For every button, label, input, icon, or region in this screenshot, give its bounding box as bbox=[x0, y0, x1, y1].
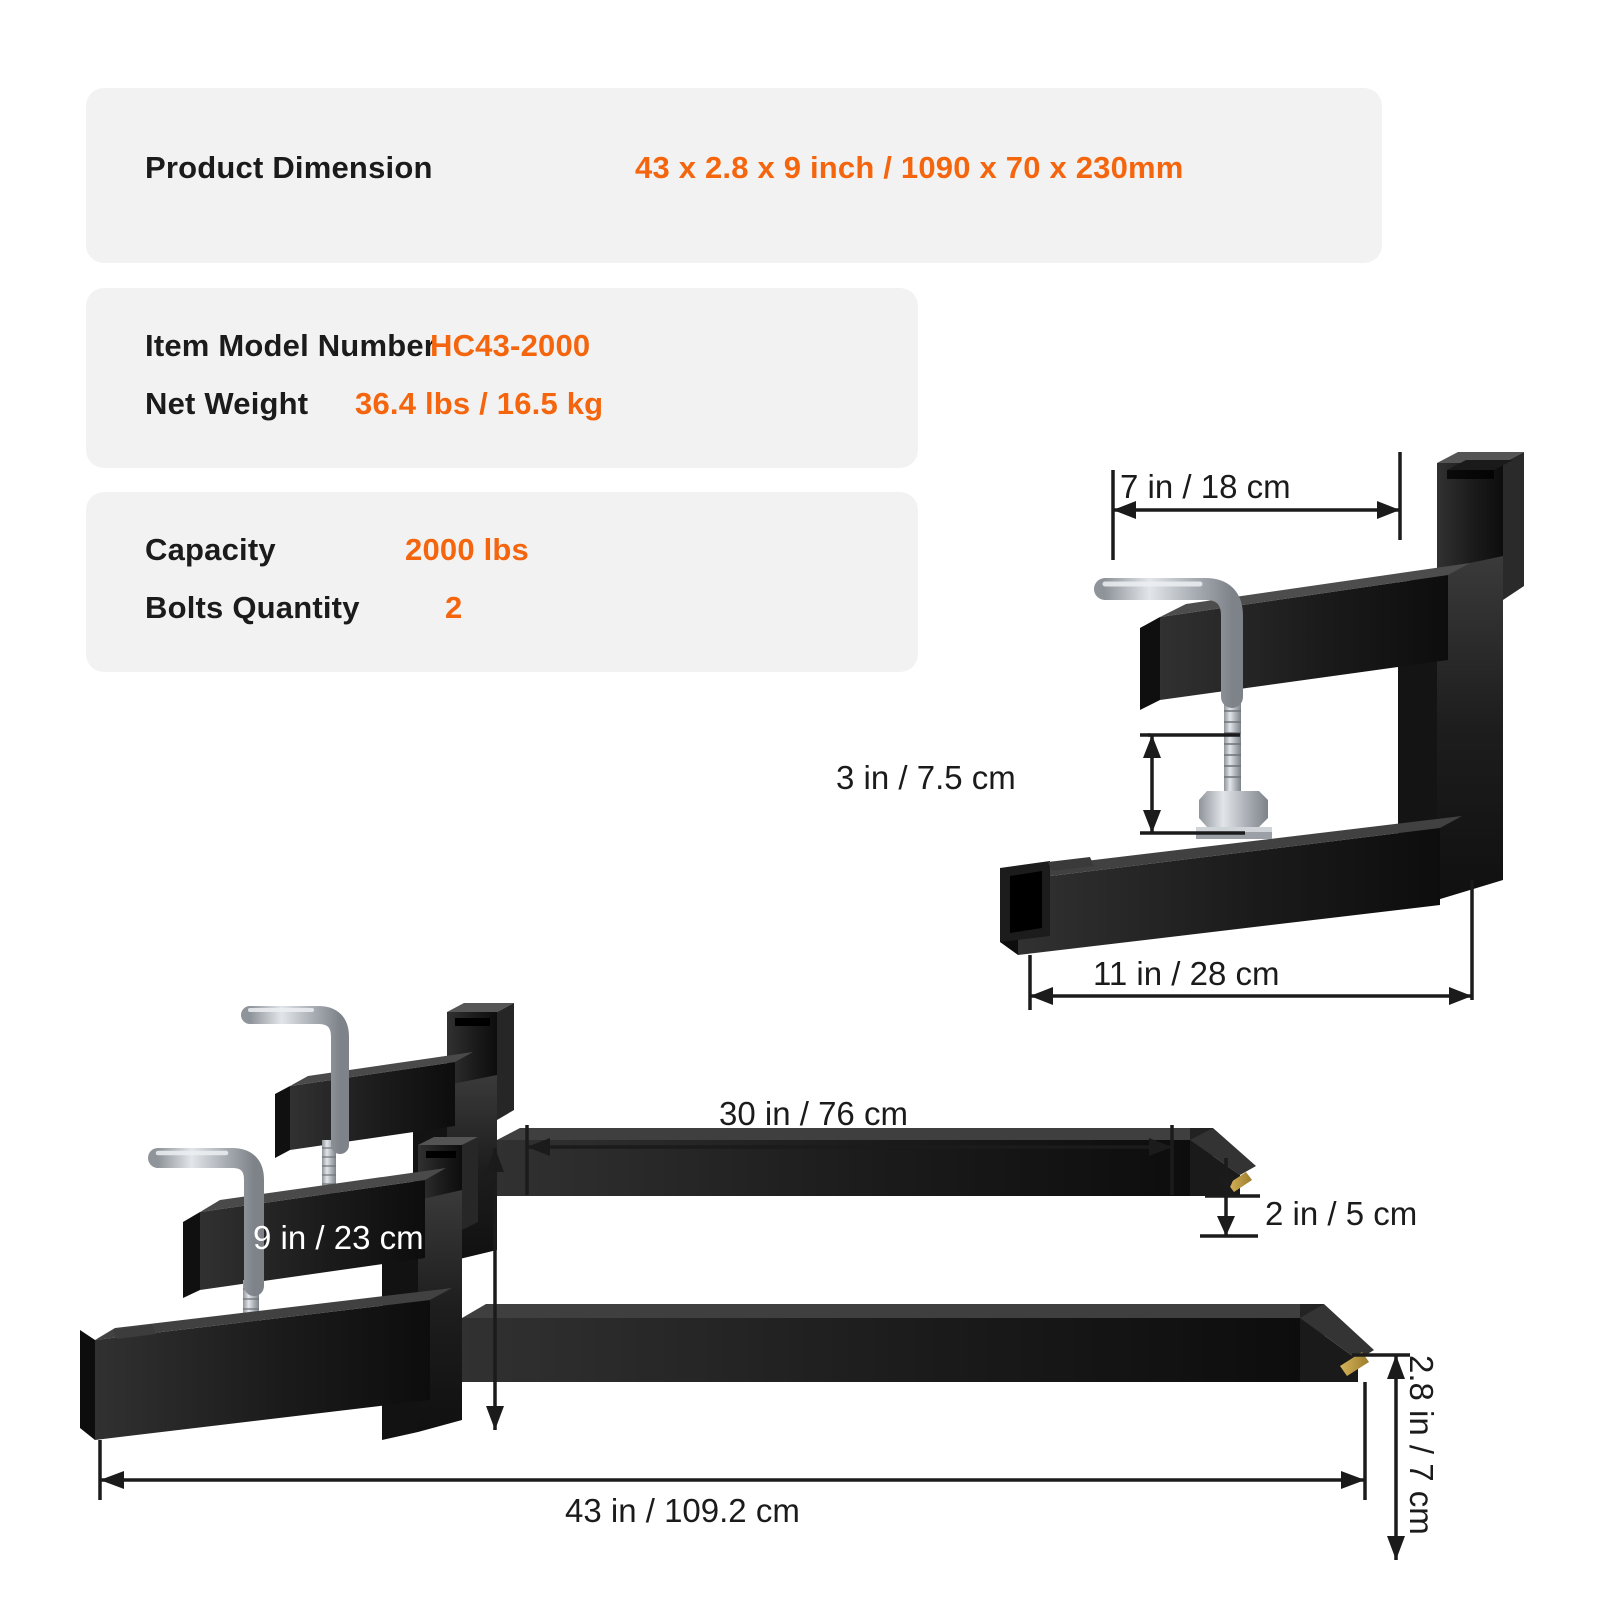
spec-label-net-weight: Net Weight bbox=[145, 386, 309, 421]
dimension-label-back-height: 9 in / 23 cm bbox=[253, 1219, 424, 1256]
spec-value-product-dimension: 43 x 2.8 x 9 inch / 1090 x 70 x 230mm bbox=[635, 150, 1184, 185]
dimension-label-sleeve-length: 11 in / 28 cm bbox=[1093, 955, 1280, 992]
spec-value-bolts-quantity: 2 bbox=[445, 590, 463, 625]
dimension-label-fork-thickness: 2 in / 5 cm bbox=[1265, 1195, 1418, 1232]
dimension-label-fork-length: 30 in / 76 cm bbox=[719, 1095, 908, 1132]
bracket-top-view bbox=[1000, 452, 1524, 955]
spec-label-bolts-quantity: Bolts Quantity bbox=[145, 590, 360, 625]
spec-value-item-model-number: HC43-2000 bbox=[430, 328, 591, 363]
dimension-label-clamp-gap: 3 in / 7.5 cm bbox=[836, 759, 1016, 796]
spec-label-capacity: Capacity bbox=[145, 532, 276, 567]
spec-label-item-model-number: Item Model Number bbox=[145, 328, 437, 363]
spec-value-capacity: 2000 lbs bbox=[405, 532, 529, 567]
dimension-label-bracket-depth: 7 in / 18 cm bbox=[1120, 468, 1291, 505]
dimension-label-overall-length: 43 in / 109.2 cm bbox=[565, 1492, 800, 1529]
spec-label-product-dimension: Product Dimension bbox=[145, 150, 433, 185]
dimension-label-overall-thickness: 2.8 in / 7 cm bbox=[1403, 1355, 1440, 1535]
spec-value-net-weight: 36.4 lbs / 16.5 kg bbox=[355, 386, 604, 421]
